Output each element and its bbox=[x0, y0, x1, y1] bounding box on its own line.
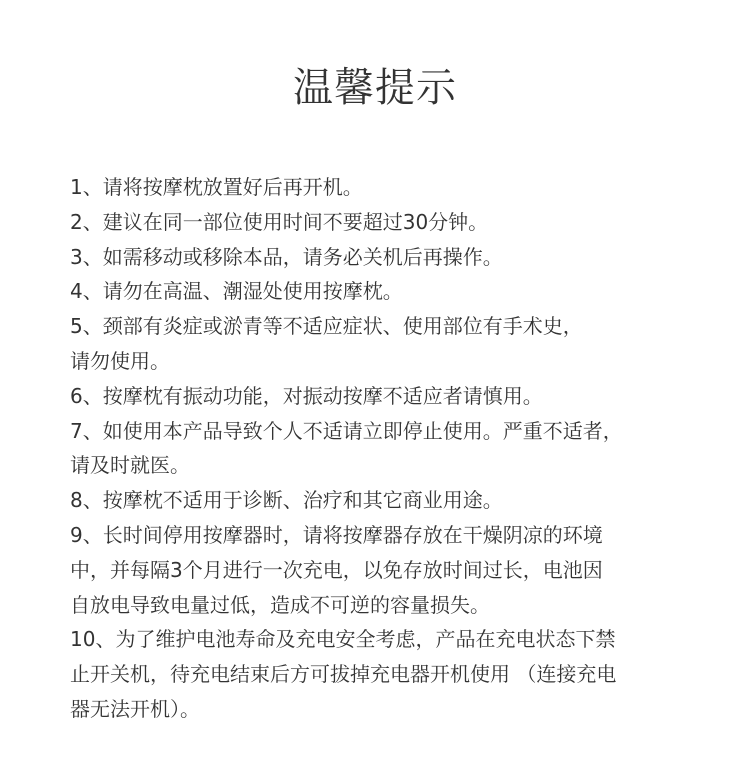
notice-line: 9、长时间停用按摩器时，请将按摩器存放在干燥阴凉的环境 bbox=[70, 522, 603, 547]
notice-line: 6、按摩枕有振动功能，对振动按摩不适应者请慎用。 bbox=[70, 383, 543, 408]
notice-line: 中，并每隔3个月进行一次充电，以免存放时间过长，电池因 bbox=[70, 557, 603, 582]
page-title: 温馨提示 bbox=[293, 65, 457, 111]
notice-line: 请勿使用。 bbox=[70, 348, 170, 373]
notice-line: 4、请勿在高温、潮湿处使用按摩枕。 bbox=[70, 279, 403, 304]
notice-line: 1、请将按摩枕放置好后再开机。 bbox=[70, 175, 363, 199]
notice-line: 7、如使用本产品导致个人不适请立即停止使用。严重不适者， bbox=[70, 418, 623, 443]
notice-list bbox=[70, 170, 700, 727]
notice-line: 5、颈部有炎症或淤青等不适应症状、使用部位有手术史， bbox=[70, 314, 583, 339]
notice-line: 自放电导致电量过低，造成不可逆的容量损失。 bbox=[70, 592, 490, 617]
notice-line: 8、按摩枕不适用于诊断、治疗和其它商业用途。 bbox=[70, 488, 503, 513]
notice-line: 10、为了维护电池寿命及充电安全考虑，产品在充电状态下禁 bbox=[70, 627, 616, 652]
notice-line: 止开关机，待充电结束后方可拔掉充电器开机使用 （连接充电 bbox=[70, 662, 617, 687]
notice-line: 2、建议在同一部位使用时间不要超过30分钟。 bbox=[70, 209, 489, 234]
notice-line: 3、如需移动或移除本品，请务必关机后再操作。 bbox=[70, 244, 503, 269]
notice-line: 请及时就医。 bbox=[70, 453, 190, 478]
notice-line: 器无法开机）。 bbox=[70, 696, 200, 721]
